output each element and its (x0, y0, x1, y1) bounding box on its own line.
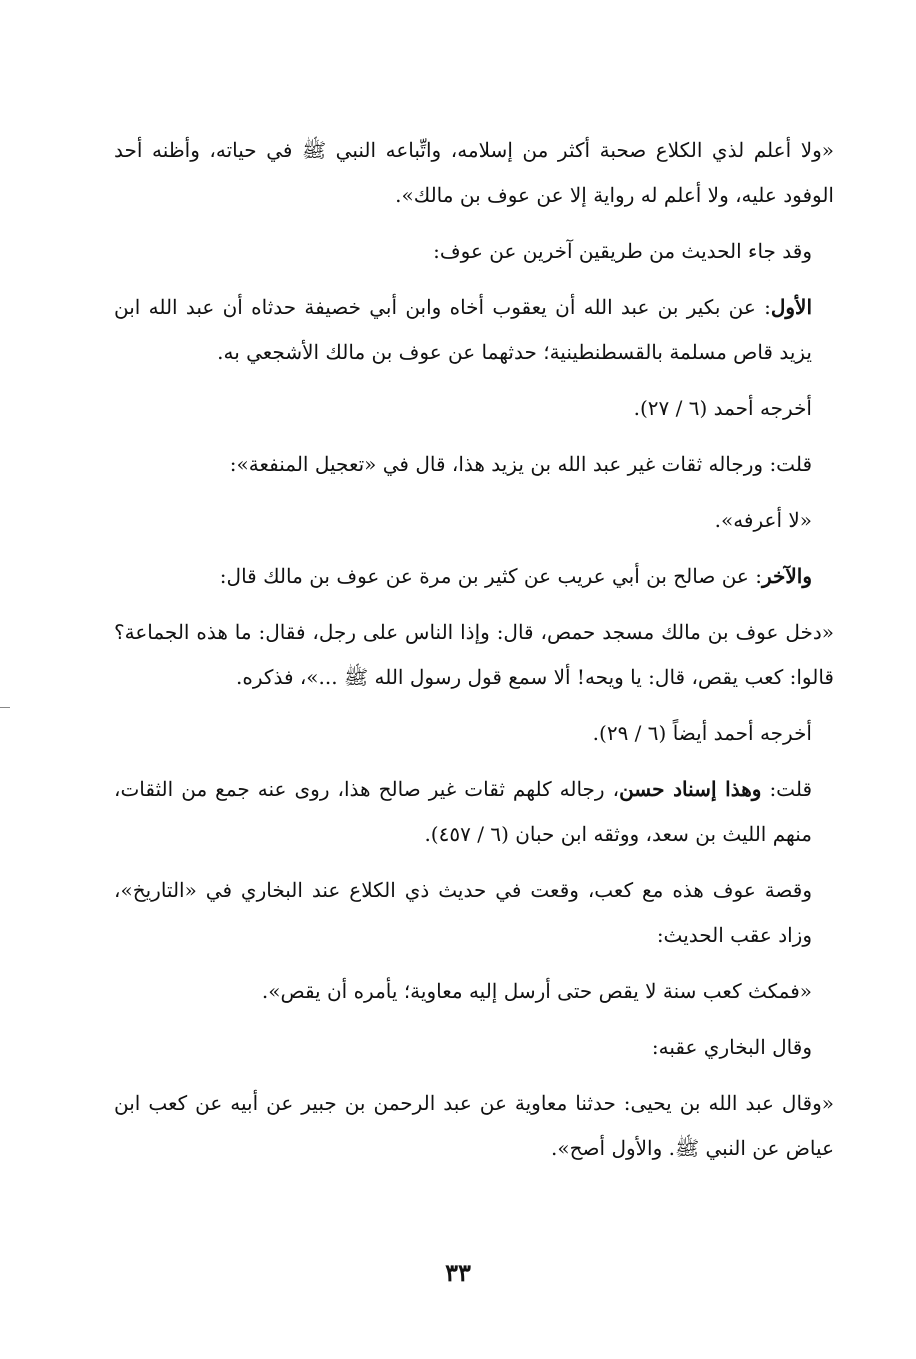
second-route-label: والآخر (761, 564, 812, 588)
paragraph-la-arifuhu: «لا أعرفه». (714, 508, 812, 532)
first-route-label: الأول (770, 295, 812, 319)
paragraph-rijal-note: قلت: ورجاله ثقات غير عبد الله بن يزيد هذا، قال في «تعجيل المنفعة»: (229, 452, 812, 476)
paragraph-hadith-quote: «دخل عوف بن مالك مسجد حمص، قال: وإذا الناس على رجل، فقال: ما هذه الجماعة؟ قالوا: كعب يقص، قال: يا ويحه! ألا سمع قول رسول الله ﷺ ...»، فذكره. (114, 620, 834, 689)
paragraph-quote-dhul-kala: «ولا أعلم لذي الكلاع صحبة أكثر من إسلامه، واتِّباعه النبي ﷺ في حياته، وأظنه أحد الوفود عليه، ولا أعلم له رواية إلا عن عوف بن مالك». (114, 138, 834, 207)
paragraph-second-route (114, 554, 834, 599)
paragraph-kaab-quote: «فمكث كعب سنة لا يقص حتى أرسل إليه معاوية؛ يأمره أن يقص». (261, 979, 812, 1003)
isnad-text: ، رجاله كلهم ثقات غير صالح هذا، روى عنه جمع من الثقات، منهم الليث بن سعد، ووثقه ابن حبان (٦ / ٤٥٧). (114, 777, 812, 846)
second-route-text: : عن صالح بن أبي عريب عن كثير بن مرة عن عوف بن مالك قال: (219, 564, 762, 588)
page-number: ٣٣ (445, 1258, 471, 1287)
paragraph-bukhari-quote: «وقال عبد الله بن يحيى: حدثنا معاوية عن عبد الرحمن بن جبير عن أبيه عن كعب ابن عياض عن النبي ﷺ. والأول أصح». (114, 1091, 834, 1160)
paragraph-kaab-story: وقصة عوف هذه مع كعب، وقعت في حديث ذي الكلاع عند البخاري في «التاريخ»، وزاد عقب الحديث: (114, 878, 812, 947)
isnad-verdict: وهذا إسناد حسن (619, 777, 762, 801)
paragraph-takhrij-ahmad-29: أخرجه أحمد أيضاً (٦ / ٢٩). (592, 721, 812, 745)
margin-mark (0, 707, 10, 708)
isnad-prefix: قلت: (761, 777, 812, 801)
paragraph-bukhari-comment: وقال البخاري عقبه: (651, 1035, 812, 1059)
paragraph-two-routes: وقد جاء الحديث من طريقين آخرين عن عوف: (433, 239, 812, 263)
paragraph-first-route (114, 285, 834, 375)
body-text (114, 128, 834, 1182)
paragraph-takhrij-ahmad-27: أخرجه أحمد (٦ / ٢٧). (633, 396, 812, 420)
first-route-text: : عن بكير بن عبد الله أن يعقوب أخاه وابن أبي خصيفة حدثاه أن عبد الله ابن يزيد قاص مسلمة بالقسطنطينية؛ حدثهما عن عوف بن مالك الأشجعي به. (114, 295, 812, 364)
paragraph-isnad-hasan (114, 767, 834, 857)
